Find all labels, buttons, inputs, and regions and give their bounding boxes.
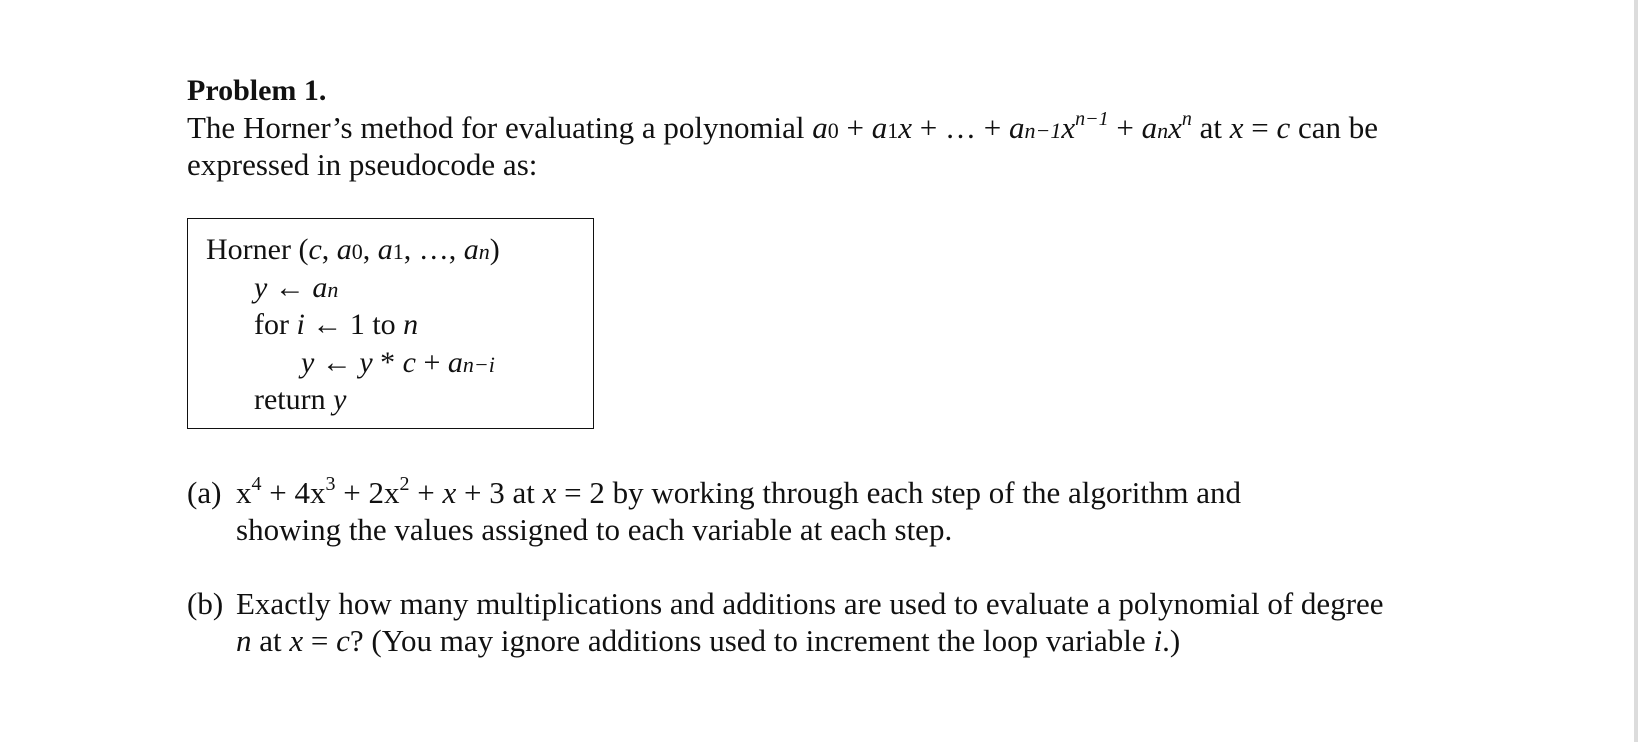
pseudocode-line-return: return y xyxy=(254,383,347,416)
pseudocode-line-assign: y ← an xyxy=(254,271,339,304)
part-b-line-2: n at x = c? (You may ignore additions used to increment the loop variable i.) xyxy=(236,623,1181,658)
pseudocode-line-for: for i ← 1 to n xyxy=(254,308,419,341)
intro-line-2: expressed in pseudocode as: xyxy=(187,147,538,182)
page-edge-scrollbar xyxy=(1634,0,1638,742)
part-b-label: (b) xyxy=(187,586,224,621)
pseudocode-line-update: y ← y * c + an−i xyxy=(301,346,495,379)
pseudocode-header: Horner (c, a0, a1, …, an) xyxy=(206,233,500,266)
part-a-label: (a) xyxy=(187,475,222,510)
problem-title: Problem 1. xyxy=(187,74,327,107)
part-b-line-1: Exactly how many multiplications and additions are used to evaluate a polynomial of degree xyxy=(236,586,1384,621)
part-a-line-2: showing the values assigned to each variable at each step. xyxy=(236,512,953,547)
part-a-line-1: $x^4 + 4x^3 + 2x^2 + x + 3$ at x = 2 by working through each step of the algorithm and xyxy=(236,472,1242,510)
intro-line-1: The Horner’s method for evaluating a polynomial a0 + a1x + … + $an-1x^{n-1} + anx^n$ at x = c can be xyxy=(187,107,1379,145)
